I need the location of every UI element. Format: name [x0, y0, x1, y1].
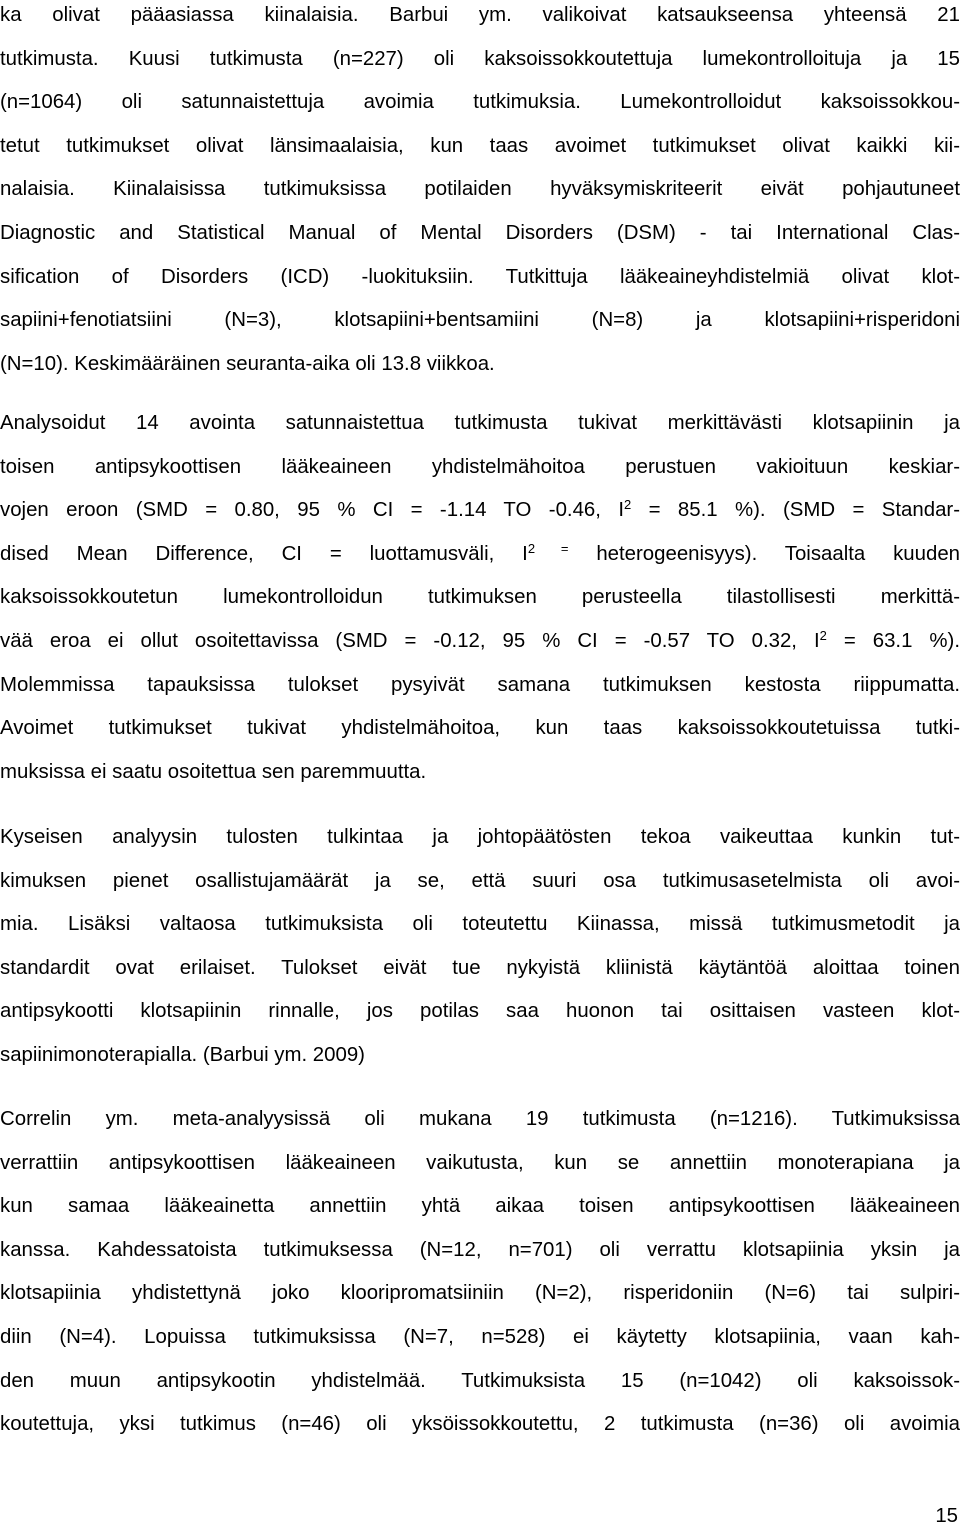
text-line	[0, 168, 960, 212]
text-line-continuation: heterogeenisyys). Toisaalta kuuden	[568, 542, 960, 565]
text-line	[0, 533, 960, 577]
text-line	[0, 402, 960, 446]
text-line	[0, 1229, 960, 1273]
paragraph-correll-meta-analysis	[0, 1098, 960, 1447]
text-line	[0, 1098, 960, 1142]
text-line-content: kimuksen pienet osallistujamäärät ja se, että suuri osa tutkimusasetelmista oli avoi-	[0, 869, 960, 892]
text-line-content: toisen antipsykoottisen lääkeaineen yhdistelmähoitoa perustuen vakioituun keskiar-	[0, 455, 960, 478]
text-line-continuation: = 85.1 %). (SMD = Standar-	[631, 499, 960, 522]
text-line-content: sification of Disorders (ICD) -luokituksiin. Tutkittuja lääkeaineyhdistelmiä olivat klot-	[0, 265, 960, 288]
text-line	[0, 1185, 960, 1229]
text-line-content: sapiinimonoterapialla. (Barbui ym. 2009)	[0, 1043, 365, 1066]
text-line-content: (n=1064) oli satunnaistettuja avoimia tutkimuksia. Lumekontrolloidut kaksoissokkou-	[0, 91, 960, 114]
text-line	[0, 751, 960, 795]
text-line-content: antipsykootti klotsapiinin rinnalle, jos potilas saa huonon tai osittaisen vasteen klot-	[0, 1000, 960, 1023]
superscript: 2	[819, 627, 827, 643]
text-line	[0, 1142, 960, 1186]
text-line	[0, 0, 960, 38]
text-line	[0, 1034, 960, 1078]
text-line	[0, 125, 960, 169]
text-line-content: (N=10). Keskimääräinen seuranta-aika oli 13.8 viikkoa.	[0, 352, 495, 375]
text-line-content: kun samaa lääkeainetta annettiin yhtä aikaa toisen antipsykoottisen lääkeaineen	[0, 1195, 960, 1218]
text-line	[0, 81, 960, 125]
text-line	[0, 38, 960, 82]
text-line-content: nalaisia. Kiinalaisissa tutkimuksissa potilaiden hyväksymiskriteerit eivät pohjautuneet	[0, 178, 960, 201]
text-line	[0, 1360, 960, 1404]
text-line-content: vojen eroon (SMD = 0.80, 95 % CI = -1.14 TO -0.46, I	[0, 499, 624, 522]
paragraph-analysis-results	[0, 402, 960, 794]
text-line	[0, 816, 960, 860]
text-line	[0, 576, 960, 620]
text-line-content: mia. Lisäksi valtaosa tutkimuksista oli toteutettu Kiinassa, missä tutkimusmetodit ja	[0, 913, 960, 936]
text-line	[0, 256, 960, 300]
text-line	[0, 664, 960, 708]
text-line-content: ka olivat pääasiassa kiinalaisia. Barbui ym. valikoivat katsaukseensa yhteensä 21	[0, 4, 960, 26]
paragraph-study-selection	[0, 0, 960, 386]
text-line	[0, 1403, 960, 1447]
text-line-content: Kyseisen analyysin tulosten tulkintaa ja johtopäätösten tekoa vaikeuttaa kunkin tut-	[0, 826, 960, 848]
text-line-content: muksissa ei saatu osoitettua sen paremmuutta.	[0, 760, 427, 783]
superscript: 2 =	[527, 540, 569, 556]
text-line-content: Correlin ym. meta-analyysissä oli mukana 19 tutkimusta (n=1216). Tutkimuksissa	[0, 1108, 960, 1130]
text-line-content: Diagnostic and Statistical Manual of Mental Disorders (DSM) - tai International Clas-	[0, 221, 960, 244]
text-line	[0, 860, 960, 904]
text-line-content: Molemmissa tapauksissa tulokset pysyivät samana tutkimuksen kestosta riippumatta.	[0, 673, 960, 696]
text-line-continuation: = 63.1 %).	[826, 629, 960, 652]
text-line-content: diin (N=4). Lopuissa tutkimuksissa (N=7, n=528) ei käytetty klotsapiinia, vaan kah-	[0, 1325, 960, 1348]
text-line	[0, 299, 960, 343]
text-line-content: tetut tutkimukset olivat länsimaalaisia, kun taas avoimet tutkimukset olivat kaikki kii-	[0, 134, 960, 157]
text-line	[0, 707, 960, 751]
text-line	[0, 446, 960, 490]
text-line-content: tutkimusta. Kuusi tutkimusta (n=227) oli kaksoissokkoutettuja lumekontrolloituja ja 15	[0, 47, 960, 70]
text-line	[0, 1316, 960, 1360]
text-line	[0, 1272, 960, 1316]
page-number: 15	[935, 1505, 958, 1527]
superscript: 2	[623, 497, 632, 513]
text-line	[0, 620, 960, 664]
text-line	[0, 343, 960, 387]
text-line-content: verrattiin antipsykoottisen lääkeaineen vaikutusta, kun se annettiin monoterapiana ja	[0, 1151, 960, 1174]
text-line	[0, 489, 960, 533]
text-line-content: dised Mean Difference, CI = luottamusväli, I	[0, 542, 528, 565]
text-line	[0, 212, 960, 256]
text-line-content: standardit ovat erilaiset. Tulokset eivät tue nykyistä kliinistä käytäntöä aloittaa toinen	[0, 956, 960, 979]
text-line-content: Avoimet tutkimukset tukivat yhdistelmähoitoa, kun taas kaksoissokkoutetuissa tutki-	[0, 717, 960, 740]
text-line	[0, 903, 960, 947]
text-line-content: klotsapiinia yhdistettynä joko klooripromatsiiniin (N=2), risperidoniin (N=6) tai sulpiri-	[0, 1282, 960, 1305]
text-line-content: sapiini+fenotiatsiini (N=3), klotsapiini+bentsamiini (N=8) ja klotsapiini+risperidoni	[0, 309, 960, 332]
text-line-content: koutettuja, yksi tutkimus (n=46) oli yksöissokkoutettu, 2 tutkimusta (n=36) oli avoimia	[0, 1413, 960, 1436]
text-line-content: kanssa. Kahdessatoista tutkimuksessa (N=12, n=701) oli verrattu klotsapiinia yksin ja	[0, 1238, 960, 1261]
text-line-content: vää eroa ei ollut osoitettavissa (SMD = -0.12, 95 % CI = -0.57 TO 0.32, I	[0, 629, 820, 652]
text-line-content: den muun antipsykootin yhdistelmää. Tutkimuksista 15 (n=1042) oli kaksoissok-	[0, 1369, 960, 1392]
paragraph-interpretation	[0, 816, 960, 1078]
text-line	[0, 990, 960, 1034]
text-line-content: Analysoidut 14 avointa satunnaistettua tutkimusta tukivat merkittävästi klotsapiinin ja	[0, 412, 960, 434]
text-line-content: kaksoissokkoutetun lumekontrolloidun tutkimuksen perusteella tilastollisesti merkittä-	[0, 586, 960, 609]
text-line	[0, 947, 960, 991]
